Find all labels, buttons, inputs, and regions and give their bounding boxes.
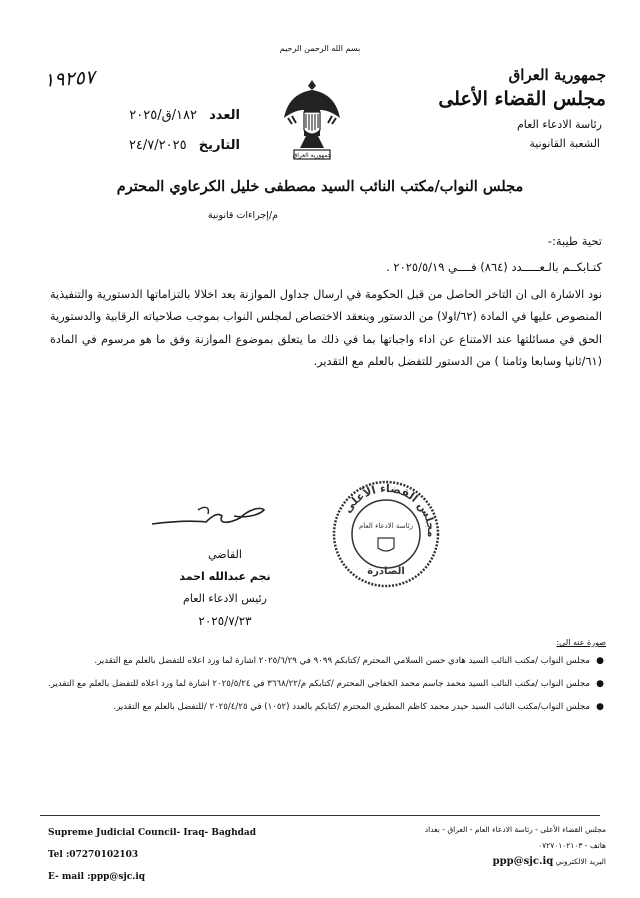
number-label: العدد <box>209 108 240 123</box>
country-name: جمهورية العراق <box>508 66 606 84</box>
copies-title: صورة عنه الى: <box>556 638 606 647</box>
subject: م/إجراءات قانونية <box>207 210 278 221</box>
footer-email-value: ppp@sjc.iq <box>492 856 554 867</box>
bullet-icon: ● <box>596 702 604 712</box>
signatory-name: نجم عبدالله احمد <box>179 570 271 583</box>
handwritten-incoming-number: ١٩٢٥٧ <box>43 66 96 92</box>
bullet-icon: ● <box>596 656 604 666</box>
footer-divider <box>40 815 600 816</box>
footer-address: Supreme Judicial Council- Iraq- Baghdad <box>48 828 257 838</box>
footer-address-ar: مجلس القضاء الأعلى - رئاسة الادعاء العام - العراق - بغداد <box>424 825 606 834</box>
footer-phone-ar: هاتف - ٠٧٢٧٠١٠٢١٠٣ <box>538 841 606 850</box>
greeting: تحية طيبة:- <box>547 234 602 248</box>
letter-body: نود الاشارة الى ان التاخر الحاصل من قبل الحكومة في ارسال جداول الموازنة يعد اخلالا بالتزاماتها الدستورية والتنفيذية المنصوص عليها في المادة (٦٢/اولا) من الدستور وينعقد الاختصاص لمجلس النواب بموجب صلاحياته الرقابية والدستورية الحق في مسائلتها عند الامتناع عن اداء واجباتها بما في ذلك ما يتعلق بموضوع الموازنة وفق ما هو مرسوم في المادة (٦١/ثانيا وسابعا وثامنا ) من الدستور للتفضل بالعلم مع التقدير. <box>50 288 602 369</box>
footer-arabic <box>366 822 606 870</box>
date-row <box>70 138 240 153</box>
division-name: الشعبة القانونية <box>529 137 600 150</box>
date-value: ٢٤/٧/٢٠٢٥ <box>128 138 187 153</box>
seal-inner-text: رئاسة الادعاء العام <box>358 522 414 530</box>
signature-date: ٢٠٢٥/٧/٢٣ <box>198 614 252 628</box>
copy-item <box>44 677 606 692</box>
seal-bottom-text: الصادرة <box>367 566 405 577</box>
seal-outer-text: مجلس القضاء الأعلى <box>340 481 439 538</box>
handwritten-signature <box>148 496 268 532</box>
basmala: بسم الله الرحمن الرحيم <box>279 44 361 53</box>
reference-number-row <box>70 108 240 123</box>
number-value: ١٨٢/ق/٢٠٢٥ <box>129 108 197 123</box>
footer-email-ar <box>366 854 606 870</box>
footer-email: E- mail :ppp@sjc.iq <box>48 872 146 882</box>
reference-letter: كتـابكــم بالـعـــــدد (٨٦٤) فــــي ٢٠٢٥/٥/١٩ . <box>386 260 602 274</box>
copy-item <box>44 700 606 715</box>
copies-list <box>44 654 606 723</box>
signatory-title: القاضي <box>208 548 242 561</box>
official-seal <box>330 478 442 590</box>
signature-block <box>150 544 300 632</box>
footer-email-label: البريد الالكتروني <box>555 857 606 866</box>
copy-item <box>44 654 606 669</box>
emblem-scroll-text: جمهورية العراق <box>292 152 332 159</box>
copy-item-text: مجلس النواب /مكتب النائب السيد هادي حسن السلامي المحترم /كتابكم ٩٠٩٩ في ٢٠٢٥/٦/٢٩ اشارة لما ورد اعلاه للتفضل بالعلم مع التقدير. <box>94 656 590 666</box>
date-label: التاريخ <box>198 138 240 153</box>
footer-phone: Tel :07270102103 <box>48 850 139 860</box>
council-name: مجلس القضاء الأعلى <box>438 88 606 110</box>
iraq-eagle-emblem <box>282 74 342 170</box>
signatory-position: رئيس الادعاء العام <box>183 592 267 605</box>
office-name: رئاسة الادعاء العام <box>516 118 602 131</box>
copy-item-text: مجلس النواب/مكتب النائب السيد حيدر محمد كاظم المطيري المحترم /كتابكم بالعدد (١٠٥٢) في ٢٠٢٥/٤/٢٥ /للتفضل بالعلم مع التقدير. <box>113 702 590 712</box>
footer-english <box>48 822 256 888</box>
bullet-icon: ● <box>596 679 604 689</box>
copy-item-text: مجلس النواب /مكتب النائب السيد محمد جاسم محمد الخفاجي المحترم /كتابكم م/٣٦٦٨/٢٢ في ٢٠٢٥/٥/٢٤ اشارة لما ورد اعلاه للتفضل بالعلم مع التقدير. <box>47 679 590 689</box>
letterhead-issuer <box>416 66 606 150</box>
recipient: مجلس النواب/مكتب النائب السيد مصطفى خليل الكرعاوي المحترم <box>116 178 524 195</box>
